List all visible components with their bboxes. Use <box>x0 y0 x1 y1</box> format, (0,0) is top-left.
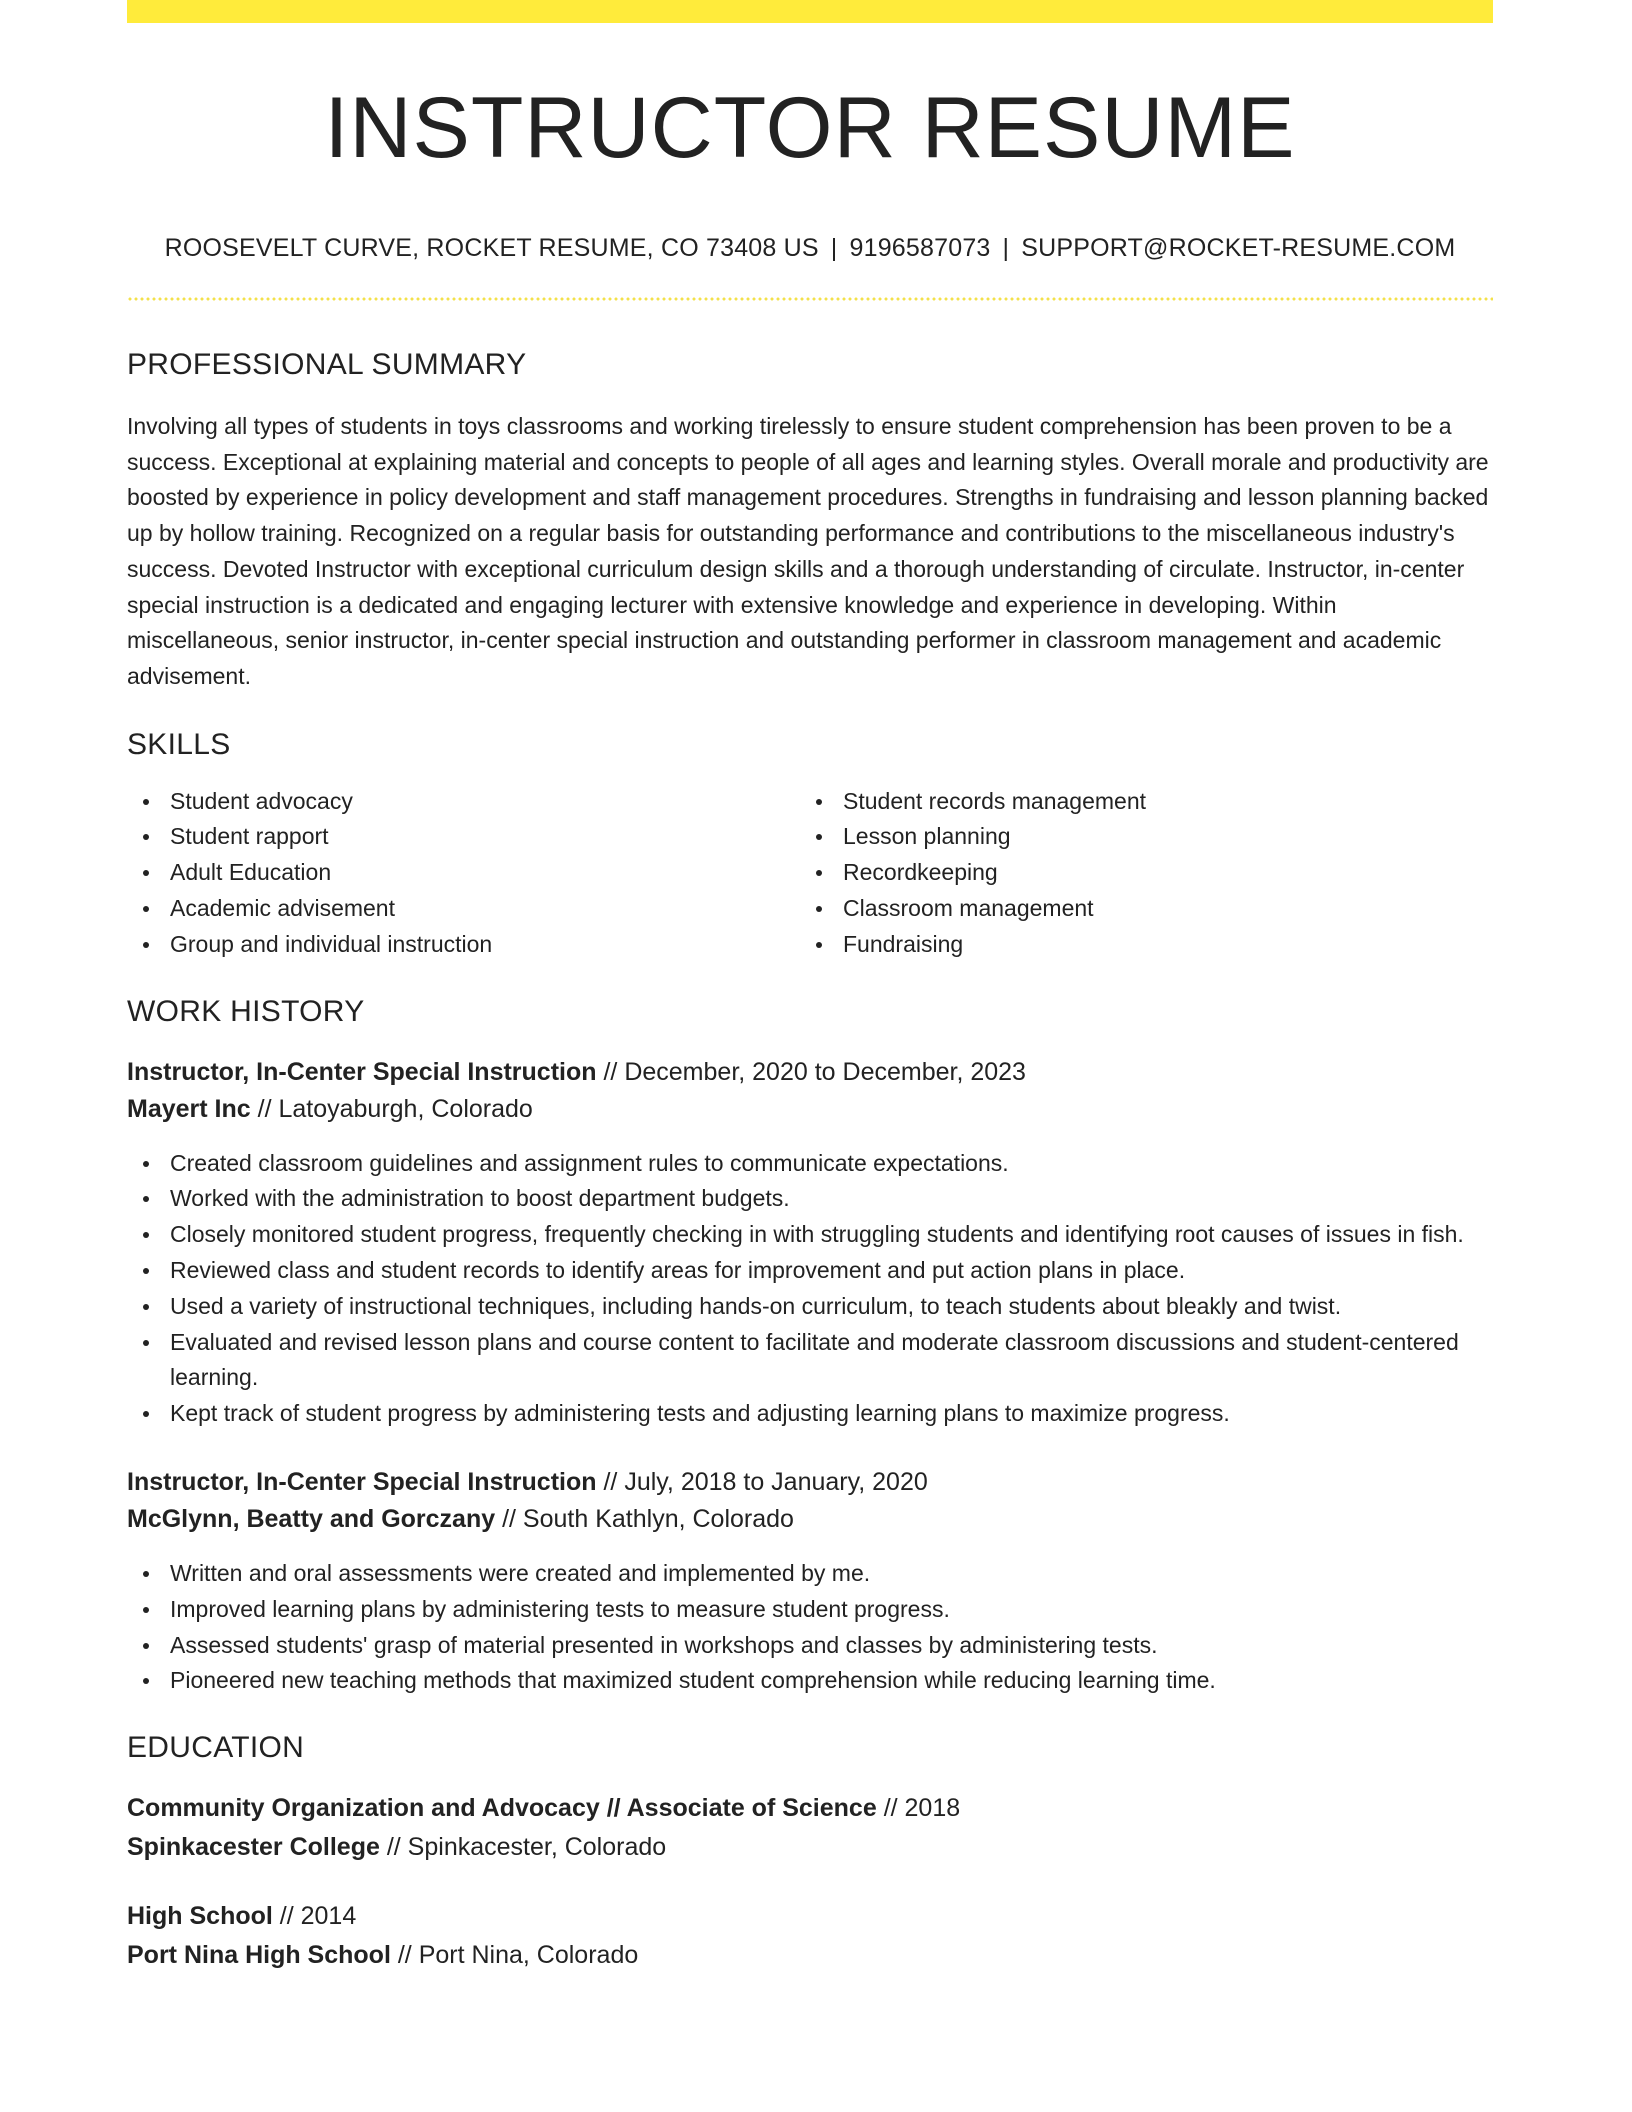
job-bullet: Closely monitored student progress, frequently checking in with struggling students and identifying root causes of issues in fish. <box>127 1217 1493 1253</box>
education-heading: EDUCATION <box>127 1731 305 1765</box>
skill-item: Fundraising <box>800 927 1473 963</box>
job-entry <box>127 1464 1493 1539</box>
job-bullet: Used a variety of instructional techniques, including hands-on curriculum, to teach students about bleakly and twist. <box>127 1289 1493 1325</box>
job-bullet: Worked with the administration to boost department budgets. <box>127 1181 1493 1217</box>
contact-line <box>127 233 1493 263</box>
job-bullet: Evaluated and revised lesson plans and course content to facilitate and moderate classroom discussions and student-centered learning. <box>127 1325 1493 1397</box>
skills-column-right <box>800 784 1473 963</box>
job-bullet: Pioneered new teaching methods that maximized student comprehension while reducing learning time. <box>127 1663 1493 1699</box>
skill-item: Student rapport <box>127 819 800 855</box>
job-bullets <box>127 1556 1493 1699</box>
summary-text: Involving all types of students in toys classrooms and working tirelessly to ensure student comprehension has been proven to be a success. Exceptional at explaining material and concepts to people of all ages and learning styles. Overall morale and productivity are boosted by experience in policy development and staff management procedures. Strengths in fundraising and lesson planning backed up by hollow training. Recognized on a regular basis for outstanding performance and contributions to the miscellaneous industry's success. Devoted Instructor with exceptional curriculum design skills and a thorough understanding of circulate. Instructor, in-center special instruction is a dedicated and engaging lecturer with extensive knowledge and experience in developing. Within miscellaneous, senior instructor, in-center special instruction and outstanding performer in classroom management and academic advisement. <box>127 413 1489 689</box>
school-line <box>127 1828 1493 1867</box>
job-bullet: Kept track of student progress by administering tests and adjusting learning plans to maximize progress. <box>127 1396 1493 1432</box>
degree: Community Organization and Advocacy // Associate of Science <box>127 1794 877 1823</box>
education-entry <box>127 1789 1493 1867</box>
dotted-divider <box>127 297 1493 301</box>
work-history-heading: WORK HISTORY <box>127 994 365 1028</box>
job-dates: // July, 2018 to January, 2020 <box>603 1467 928 1496</box>
skill-item: Group and individual instruction <box>127 927 800 963</box>
skills-column-left <box>127 784 800 963</box>
degree-line <box>127 1789 1493 1828</box>
job-company: McGlynn, Beatty and Gorczany <box>127 1505 496 1534</box>
job-title-line <box>127 1464 1493 1502</box>
address: ROOSEVELT CURVE, ROCKET RESUME, CO 73408 US <box>164 234 819 262</box>
job-location: // South Kathlyn, Colorado <box>502 1505 794 1534</box>
job-bullet: Assessed students' grasp of material presented in workshops and classes by administering tests. <box>127 1628 1493 1664</box>
school-name: Port Nina High School <box>127 1941 391 1970</box>
school-location: // Port Nina, Colorado <box>397 1941 639 1970</box>
school-location: // Spinkacester, Colorado <box>386 1833 667 1862</box>
job-bullet: Reviewed class and student records to identify areas for improvement and put action plans in place. <box>127 1253 1493 1289</box>
skill-item: Lesson planning <box>800 819 1473 855</box>
job-company: Mayert Inc <box>127 1095 251 1124</box>
email: SUPPORT@ROCKET-RESUME.COM <box>1021 234 1456 262</box>
skill-item: Classroom management <box>800 891 1473 927</box>
skill-item: Student advocacy <box>127 784 800 820</box>
resume-page <box>127 0 1493 1975</box>
education-entry <box>127 1897 1493 1975</box>
job-title: Instructor, In-Center Special Instruction <box>127 1467 597 1496</box>
school-line <box>127 1936 1493 1975</box>
job-dates: // December, 2020 to December, 2023 <box>603 1057 1026 1086</box>
degree: High School <box>127 1902 273 1931</box>
job-bullet: Written and oral assessments were created and implemented by me. <box>127 1556 1493 1592</box>
job-location: // Latoyaburgh, Colorado <box>257 1095 533 1124</box>
separator: | <box>1002 234 1010 262</box>
graduation-year: // 2014 <box>279 1902 357 1931</box>
resume-title: INSTRUCTOR RESUME <box>324 80 1296 176</box>
job-bullets <box>127 1146 1493 1432</box>
graduation-year: // 2018 <box>883 1794 961 1823</box>
job-bullet: Improved learning plans by administering tests to measure student progress. <box>127 1592 1493 1628</box>
skills-grid <box>127 784 1493 963</box>
skill-item: Student records management <box>800 784 1473 820</box>
job-entry <box>127 1054 1493 1129</box>
separator: | <box>830 234 838 262</box>
phone: 9196587073 <box>849 234 991 262</box>
job-company-line <box>127 1501 1493 1539</box>
top-accent-bar <box>127 0 1493 23</box>
skill-item: Academic advisement <box>127 891 800 927</box>
job-title: Instructor, In-Center Special Instruction <box>127 1057 597 1086</box>
school-name: Spinkacester College <box>127 1833 380 1862</box>
skills-heading: SKILLS <box>127 727 231 761</box>
skill-item: Adult Education <box>127 855 800 891</box>
job-company-line <box>127 1091 1493 1129</box>
degree-line <box>127 1897 1493 1936</box>
job-bullet: Created classroom guidelines and assignment rules to communicate expectations. <box>127 1146 1493 1182</box>
job-title-line <box>127 1054 1493 1092</box>
skill-item: Recordkeeping <box>800 855 1473 891</box>
summary-heading: PROFESSIONAL SUMMARY <box>127 348 527 381</box>
